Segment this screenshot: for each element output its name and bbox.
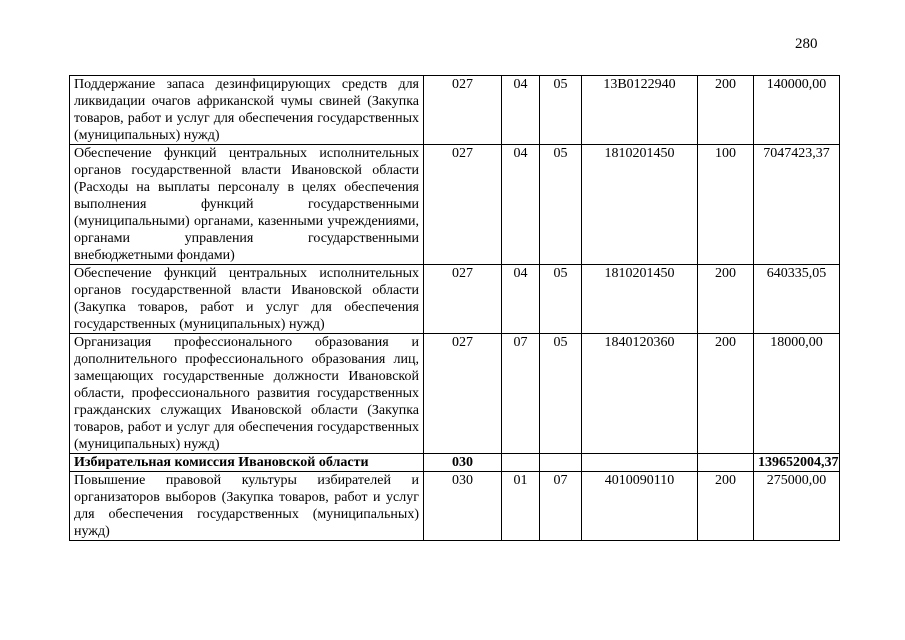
- row-description: Обеспечение функций центральных исполнительных органов государственной власти Ивановской области (Расходы на выплаты персоналу в целях обеспечения выполнения функций государственными (муниципальными) органами, казенными учреждениями, органами управления государственными внебюджетными фондами): [70, 145, 424, 265]
- target-code: 13В0122940: [582, 76, 698, 145]
- row-description: Обеспечение функций центральных исполнительных органов государственной власти Ивановской области (Закупка товаров, работ и услуг для обеспечения государственных (муниципальных) нужд): [70, 265, 424, 334]
- ministry-code: 027: [424, 145, 502, 265]
- section-code: 04: [502, 265, 540, 334]
- ministry-code: 030: [424, 454, 502, 472]
- row-description: Организация профессионального образования и дополнительного профессионального образования лиц, замещающих государственные должности Ивановской области, профессионального развития государственных гражданских служащих Ивановской области (Закупка товаров, работ и услуг для обеспечения государственных (муниципальных) нужд): [70, 334, 424, 454]
- section-code: 01: [502, 472, 540, 541]
- table-row-total: [70, 454, 840, 472]
- ministry-code: 027: [424, 76, 502, 145]
- ministry-code: 027: [424, 334, 502, 454]
- amount: 640335,05: [754, 265, 840, 334]
- target-code: 1810201450: [582, 265, 698, 334]
- amount: 140000,00: [754, 76, 840, 145]
- table-row: [70, 145, 840, 265]
- expense-type-code: 200: [698, 76, 754, 145]
- subsection-code: 05: [540, 265, 582, 334]
- subsection-code: 05: [540, 145, 582, 265]
- target-code: 4010090110: [582, 472, 698, 541]
- table-row: [70, 334, 840, 454]
- table-row: [70, 76, 840, 145]
- table-row: [70, 265, 840, 334]
- section-code: 04: [502, 76, 540, 145]
- amount: 7047423,37: [754, 145, 840, 265]
- expense-type-code: 200: [698, 472, 754, 541]
- row-description: Повышение правовой культуры избирателей и организаторов выборов (Закупка товаров, работ и услуг для обеспечения государственных (муниципальных) нужд): [70, 472, 424, 541]
- section-code: 07: [502, 334, 540, 454]
- page-number: 280: [795, 36, 818, 52]
- target-code: 1810201450: [582, 145, 698, 265]
- expense-type-code: [698, 454, 754, 472]
- expense-type-code: 200: [698, 265, 754, 334]
- row-description: Поддержание запаса дезинфицирующих средств для ликвидации очагов африканской чумы свиней (Закупка товаров, работ и услуг для обеспечения государственных (муниципальных) нужд): [70, 76, 424, 145]
- amount: 275000,00: [754, 472, 840, 541]
- ministry-code: 027: [424, 265, 502, 334]
- expense-type-code: 100: [698, 145, 754, 265]
- target-code: 1840120360: [582, 334, 698, 454]
- subsection-code: [540, 454, 582, 472]
- target-code: [582, 454, 698, 472]
- amount: 18000,00: [754, 334, 840, 454]
- section-code: [502, 454, 540, 472]
- amount: 139652004,37: [754, 454, 840, 472]
- subsection-code: 07: [540, 472, 582, 541]
- budget-table: [69, 75, 840, 541]
- subsection-code: 05: [540, 334, 582, 454]
- table-row: [70, 472, 840, 541]
- expense-type-code: 200: [698, 334, 754, 454]
- subsection-code: 05: [540, 76, 582, 145]
- ministry-code: 030: [424, 472, 502, 541]
- section-code: 04: [502, 145, 540, 265]
- row-description: Избирательная комиссия Ивановской области: [70, 454, 424, 472]
